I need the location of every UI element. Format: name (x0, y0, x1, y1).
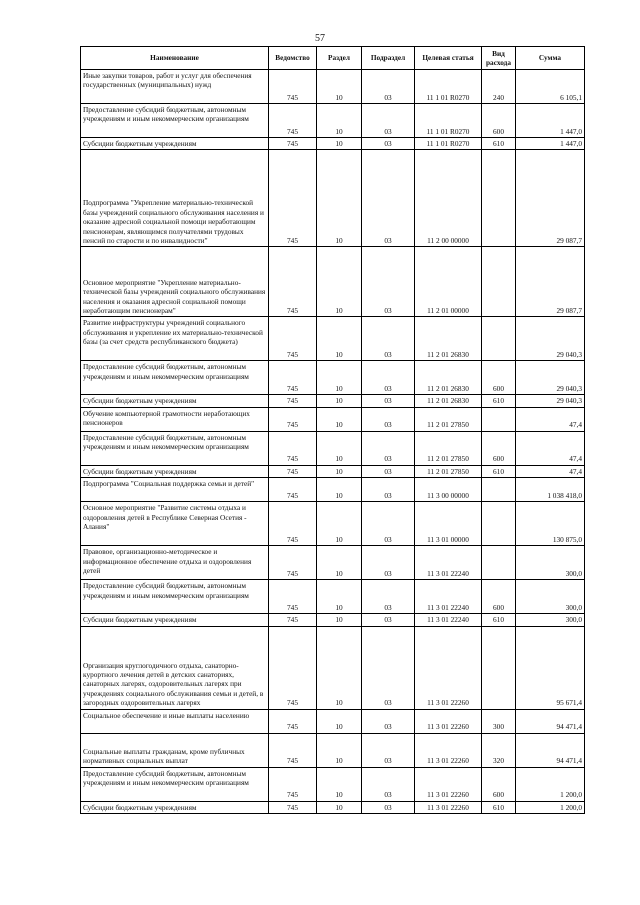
row-vid (482, 546, 516, 580)
row-summa: 300,0 (516, 580, 585, 614)
row-cel: 11 3 01 22240 (415, 546, 482, 580)
row-vid: 610 (482, 801, 516, 813)
row-summa: 1 200,0 (516, 767, 585, 801)
row-razdel: 10 (317, 709, 362, 733)
table-row (81, 465, 585, 477)
row-razdel: 10 (317, 138, 362, 150)
table-row (81, 580, 585, 614)
row-ved: 745 (269, 502, 317, 546)
row-summa: 47,4 (516, 431, 585, 465)
table-row (81, 546, 585, 580)
row-name: Предоставление субсидий бюджетным, автономным учреждениям и иным некоммерческим организациям (81, 580, 269, 614)
row-cel: 11 3 01 22260 (415, 709, 482, 733)
row-podrazdel: 03 (362, 104, 415, 138)
row-name: Основное мероприятие "Укрепление материально-технической базы учреждений социального обслуживания населения и оказания адресной социальной помощи неработающим пенсионерам" (81, 247, 269, 317)
row-cel: 11 1 01 R0270 (415, 104, 482, 138)
table-row (81, 626, 585, 709)
row-vid: 600 (482, 580, 516, 614)
row-ved: 745 (269, 478, 317, 502)
table-row (81, 395, 585, 407)
row-razdel: 10 (317, 317, 362, 361)
row-razdel: 10 (317, 502, 362, 546)
header-podrazdel: Подраздел (362, 47, 415, 70)
row-razdel: 10 (317, 104, 362, 138)
row-vid (482, 626, 516, 709)
row-cel: 11 2 01 26830 (415, 395, 482, 407)
row-name: Социальные выплаты гражданам, кроме публичных нормативных социальных выплат (81, 733, 269, 767)
row-ved: 745 (269, 104, 317, 138)
row-podrazdel: 03 (362, 395, 415, 407)
row-name: Субсидии бюджетным учреждениям (81, 614, 269, 626)
row-summa: 47,4 (516, 465, 585, 477)
row-name: Субсидии бюджетным учреждениям (81, 138, 269, 150)
row-podrazdel: 03 (362, 478, 415, 502)
row-ved: 745 (269, 709, 317, 733)
row-cel: 11 3 01 22240 (415, 580, 482, 614)
row-podrazdel: 03 (362, 465, 415, 477)
header-cel: Целевая статья (415, 47, 482, 70)
row-razdel: 10 (317, 361, 362, 395)
row-cel: 11 1 01 R0270 (415, 70, 482, 104)
row-name: Предоставление субсидий бюджетным, автономным учреждениям и иным некоммерческим организациям (81, 767, 269, 801)
row-vid (482, 247, 516, 317)
row-ved: 745 (269, 317, 317, 361)
row-name: Предоставление субсидий бюджетным, автономным учреждениям и иным некоммерческим организациям (81, 361, 269, 395)
row-cel: 11 2 01 27850 (415, 465, 482, 477)
row-summa: 300,0 (516, 614, 585, 626)
row-podrazdel: 03 (362, 317, 415, 361)
row-name: Социальное обеспечение и иные выплаты населению (81, 709, 269, 733)
row-name: Иные закупки товаров, работ и услуг для обеспечения государственных (муниципальных) нужд (81, 70, 269, 104)
row-vid: 600 (482, 104, 516, 138)
header-razdel: Раздел (317, 47, 362, 70)
table-row (81, 104, 585, 138)
row-ved: 745 (269, 138, 317, 150)
row-vid: 600 (482, 767, 516, 801)
row-ved: 745 (269, 70, 317, 104)
row-podrazdel: 03 (362, 247, 415, 317)
row-vid: 610 (482, 465, 516, 477)
row-podrazdel: 03 (362, 709, 415, 733)
row-name: Предоставление субсидий бюджетным, автономным учреждениям и иным некоммерческим организациям (81, 431, 269, 465)
row-summa: 29 040,3 (516, 317, 585, 361)
row-cel: 11 1 01 R0270 (415, 138, 482, 150)
row-cel: 11 3 01 22240 (415, 614, 482, 626)
row-ved: 745 (269, 247, 317, 317)
row-podrazdel: 03 (362, 138, 415, 150)
table-row (81, 407, 585, 431)
row-summa: 29 040,3 (516, 361, 585, 395)
row-podrazdel: 03 (362, 733, 415, 767)
row-razdel: 10 (317, 465, 362, 477)
row-name: Развитие инфраструктуры учреждений социального обслуживания и укрепление их материально-технической базы (за счет средств республиканского бюджета) (81, 317, 269, 361)
row-vid: 300 (482, 709, 516, 733)
row-cel: 11 2 01 00000 (415, 247, 482, 317)
row-cel: 11 2 01 26830 (415, 361, 482, 395)
row-name: Организация круглогодичного отдыха, санаторно-курортного лечения детей в детских санаториях, санаторных лагерях, оздоровительных лагерях при учреждениях социального обслуживания семьи и детей, в загородных оздоровительных лагерях (81, 626, 269, 709)
row-summa: 6 105,1 (516, 70, 585, 104)
row-ved: 745 (269, 801, 317, 813)
row-ved: 745 (269, 614, 317, 626)
row-razdel: 10 (317, 407, 362, 431)
row-vid (482, 317, 516, 361)
table-row (81, 150, 585, 247)
table-row (81, 709, 585, 733)
row-cel: 11 3 01 22260 (415, 767, 482, 801)
row-summa: 1 200,0 (516, 801, 585, 813)
row-vid: 610 (482, 614, 516, 626)
row-podrazdel: 03 (362, 407, 415, 431)
row-name: Основное мероприятие "Развитие системы отдыха и оздоровления детей в Республике Северная Осетия - Алания" (81, 502, 269, 546)
table-row (81, 767, 585, 801)
row-summa: 130 875,0 (516, 502, 585, 546)
row-name: Субсидии бюджетным учреждениям (81, 465, 269, 477)
row-vid: 240 (482, 70, 516, 104)
row-summa: 95 671,4 (516, 626, 585, 709)
row-ved: 745 (269, 546, 317, 580)
row-cel: 11 3 01 00000 (415, 502, 482, 546)
row-podrazdel: 03 (362, 626, 415, 709)
row-razdel: 10 (317, 70, 362, 104)
row-ved: 745 (269, 465, 317, 477)
row-name: Субсидии бюджетным учреждениям (81, 395, 269, 407)
table-row (81, 478, 585, 502)
row-cel: 11 2 01 27850 (415, 431, 482, 465)
row-razdel: 10 (317, 626, 362, 709)
row-cel: 11 2 01 27850 (415, 407, 482, 431)
row-razdel: 10 (317, 767, 362, 801)
row-razdel: 10 (317, 801, 362, 813)
row-cel: 11 2 01 26830 (415, 317, 482, 361)
row-podrazdel: 03 (362, 801, 415, 813)
table-header-row (81, 47, 585, 70)
row-vid: 610 (482, 395, 516, 407)
header-summa: Сумма (516, 47, 585, 70)
row-name: Подпрограмма "Социальная поддержка семьи и детей" (81, 478, 269, 502)
row-razdel: 10 (317, 150, 362, 247)
table-row (81, 361, 585, 395)
table-row (81, 70, 585, 104)
table-row (81, 317, 585, 361)
row-cel: 11 3 00 00000 (415, 478, 482, 502)
row-podrazdel: 03 (362, 614, 415, 626)
row-summa: 1 447,0 (516, 104, 585, 138)
row-razdel: 10 (317, 247, 362, 317)
table-row (81, 431, 585, 465)
row-summa: 94 471,4 (516, 733, 585, 767)
row-podrazdel: 03 (362, 70, 415, 104)
row-ved: 745 (269, 580, 317, 614)
table-row (81, 801, 585, 813)
row-summa: 1 447,0 (516, 138, 585, 150)
row-ved: 745 (269, 395, 317, 407)
row-cel: 11 3 01 22260 (415, 801, 482, 813)
row-podrazdel: 03 (362, 431, 415, 465)
table-row (81, 502, 585, 546)
row-razdel: 10 (317, 546, 362, 580)
row-podrazdel: 03 (362, 361, 415, 395)
row-cel: 11 2 00 00000 (415, 150, 482, 247)
row-cel: 11 3 01 22260 (415, 733, 482, 767)
row-vid: 600 (482, 361, 516, 395)
row-vid (482, 502, 516, 546)
row-name: Обучение компьютерной грамотности неработающих пенсионеров (81, 407, 269, 431)
row-ved: 745 (269, 767, 317, 801)
header-vid: Вид расхода (482, 47, 516, 70)
row-vid (482, 478, 516, 502)
row-podrazdel: 03 (362, 546, 415, 580)
row-summa: 29 087,7 (516, 247, 585, 317)
row-razdel: 10 (317, 478, 362, 502)
row-razdel: 10 (317, 395, 362, 407)
page-number: 57 (315, 33, 325, 44)
row-vid: 320 (482, 733, 516, 767)
row-summa: 47,4 (516, 407, 585, 431)
row-razdel: 10 (317, 733, 362, 767)
row-name: Предоставление субсидий бюджетным, автономным учреждениям и иным некоммерческим организациям (81, 104, 269, 138)
row-name: Субсидии бюджетным учреждениям (81, 801, 269, 813)
table-row (81, 247, 585, 317)
table-row (81, 614, 585, 626)
table-row (81, 138, 585, 150)
row-podrazdel: 03 (362, 150, 415, 247)
row-ved: 745 (269, 150, 317, 247)
row-summa: 1 038 418,0 (516, 478, 585, 502)
row-podrazdel: 03 (362, 767, 415, 801)
row-name: Правовое, организационно-методическое и информационное обеспечение отдыха и оздоровления детей (81, 546, 269, 580)
row-summa: 300,0 (516, 546, 585, 580)
header-name: Наименование (81, 47, 269, 70)
header-ved: Ведомство (269, 47, 317, 70)
budget-table (80, 46, 585, 814)
row-ved: 745 (269, 431, 317, 465)
row-podrazdel: 03 (362, 580, 415, 614)
row-summa: 29 040,3 (516, 395, 585, 407)
row-ved: 745 (269, 733, 317, 767)
row-razdel: 10 (317, 431, 362, 465)
table-row (81, 733, 585, 767)
row-ved: 745 (269, 361, 317, 395)
row-name: Подпрограмма "Укрепление материально-технической базы учреждений социального обслуживания населения и оказание адресной социальной помощи неработающим пенсионерам, являющимся получателями трудовых пенсий по старости и по инвалидности" (81, 150, 269, 247)
row-summa: 94 471,4 (516, 709, 585, 733)
row-podrazdel: 03 (362, 502, 415, 546)
row-ved: 745 (269, 626, 317, 709)
row-vid (482, 150, 516, 247)
row-vid: 610 (482, 138, 516, 150)
row-summa: 29 087,7 (516, 150, 585, 247)
row-razdel: 10 (317, 614, 362, 626)
row-vid (482, 407, 516, 431)
row-cel: 11 3 01 22260 (415, 626, 482, 709)
row-ved: 745 (269, 407, 317, 431)
row-razdel: 10 (317, 580, 362, 614)
row-vid: 600 (482, 431, 516, 465)
